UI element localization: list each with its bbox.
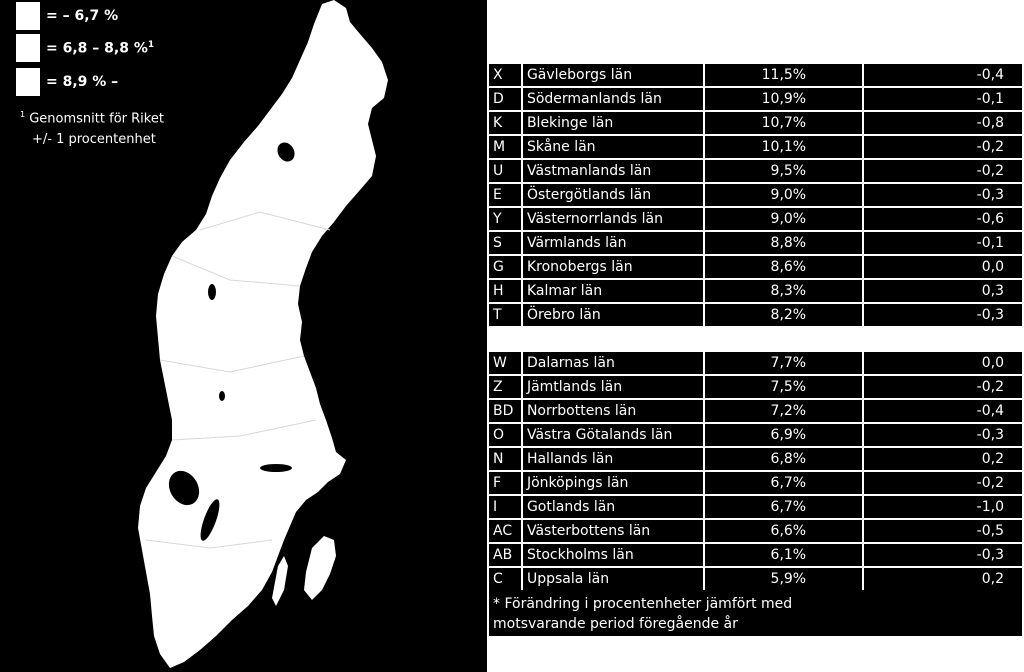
county-table <box>487 62 1024 592</box>
county-name: Norrbottens län <box>522 399 704 423</box>
lake-storsjon <box>208 284 216 300</box>
county-code: Y <box>488 207 522 231</box>
county-code: BD <box>488 399 522 423</box>
legend-footnote: $^1$ Genomsnitt för Riket +/- 1 procentenhet <box>20 110 164 148</box>
legend-label: = – 6,7 % <box>46 8 119 24</box>
change-value: 0,2 <box>863 567 1023 591</box>
table-row <box>488 183 1023 207</box>
sweden-map-shape <box>138 0 388 668</box>
change-value: 0,2 <box>863 447 1023 471</box>
county-code: H <box>488 279 522 303</box>
change-value: 0,0 <box>863 351 1023 375</box>
county-name: Skåne län <box>522 135 704 159</box>
table-row <box>488 111 1023 135</box>
table-note: * Förändring i procentenheter jämfört med motsvarande period föregående år <box>489 590 1022 636</box>
rate-value: 7,5% <box>704 375 863 399</box>
county-code: C <box>488 567 522 591</box>
county-code: M <box>488 135 522 159</box>
legend-swatch <box>16 2 40 30</box>
county-code: I <box>488 495 522 519</box>
rate-value: 6,9% <box>704 423 863 447</box>
legend-swatch <box>16 34 40 62</box>
county-name: Västra Götalands län <box>522 423 704 447</box>
table-row <box>488 567 1023 591</box>
county-name: Jämtlands län <box>522 375 704 399</box>
separator-cell <box>488 327 1023 351</box>
rate-value: 8,2% <box>704 303 863 327</box>
county-name: Västernorrlands län <box>522 207 704 231</box>
map-label-ab: AB <box>318 452 342 470</box>
change-value: -0,4 <box>863 63 1023 87</box>
table-row <box>488 63 1023 87</box>
change-value: -0,2 <box>863 471 1023 495</box>
table-row <box>488 303 1023 327</box>
county-code: F <box>488 471 522 495</box>
county-code: X <box>488 63 522 87</box>
change-value: -0,3 <box>863 543 1023 567</box>
county-code: T <box>488 303 522 327</box>
rate-value: 10,7% <box>704 111 863 135</box>
change-value: -1,0 <box>863 495 1023 519</box>
lake-siljan <box>219 391 225 401</box>
rate-value: 9,0% <box>704 207 863 231</box>
rate-value: 10,9% <box>704 87 863 111</box>
table-row <box>488 495 1023 519</box>
rate-value: 8,3% <box>704 279 863 303</box>
rate-value: 6,7% <box>704 495 863 519</box>
gotland-island <box>304 536 336 600</box>
county-code: S <box>488 231 522 255</box>
table-row <box>488 447 1023 471</box>
county-name: Värmlands län <box>522 231 704 255</box>
county-name: Jönköpings län <box>522 471 704 495</box>
change-value: -0,1 <box>863 231 1023 255</box>
county-name: Västerbottens län <box>522 519 704 543</box>
table-row <box>488 231 1023 255</box>
county-code: K <box>488 111 522 135</box>
rate-value: 9,5% <box>704 159 863 183</box>
table-row <box>488 471 1023 495</box>
rate-value: 6,7% <box>704 471 863 495</box>
legend-item <box>16 2 118 30</box>
change-value: -0,2 <box>863 159 1023 183</box>
legend-item <box>16 68 118 96</box>
change-value: -0,8 <box>863 111 1023 135</box>
change-value: -0,3 <box>863 183 1023 207</box>
change-value: -0,2 <box>863 135 1023 159</box>
change-value: -0,3 <box>863 303 1023 327</box>
legend-label: = 6,8 – 8,8 %$^1$ <box>46 39 155 57</box>
rate-value: 8,8% <box>704 231 863 255</box>
legend-label: = 8,9 % – <box>46 74 119 90</box>
rate-value: 7,7% <box>704 351 863 375</box>
county-name: Blekinge län <box>522 111 704 135</box>
county-code: W <box>488 351 522 375</box>
county-code: N <box>488 447 522 471</box>
change-value: -0,5 <box>863 519 1023 543</box>
county-code: G <box>488 255 522 279</box>
change-value: -0,6 <box>863 207 1023 231</box>
change-value: 0,3 <box>863 279 1023 303</box>
change-value: -0,3 <box>863 423 1023 447</box>
county-code: U <box>488 159 522 183</box>
county-name: Södermanlands län <box>522 87 704 111</box>
sweden-map <box>0 0 480 672</box>
table-row <box>488 135 1023 159</box>
rate-value: 6,8% <box>704 447 863 471</box>
rate-value: 6,6% <box>704 519 863 543</box>
county-name: Stockholms län <box>522 543 704 567</box>
change-value: -0,2 <box>863 375 1023 399</box>
rate-value: 7,2% <box>704 399 863 423</box>
rate-value: 9,0% <box>704 183 863 207</box>
table-row <box>488 519 1023 543</box>
county-code: D <box>488 87 522 111</box>
table-row <box>488 543 1023 567</box>
rate-value: 8,6% <box>704 255 863 279</box>
table-row <box>488 423 1023 447</box>
table-row <box>488 399 1023 423</box>
change-value: -0,4 <box>863 399 1023 423</box>
table-row <box>488 255 1023 279</box>
table-row <box>488 87 1023 111</box>
county-name: Dalarnas län <box>522 351 704 375</box>
county-code: Z <box>488 375 522 399</box>
county-name: Örebro län <box>522 303 704 327</box>
county-name: Hallands län <box>522 447 704 471</box>
rate-value: 6,1% <box>704 543 863 567</box>
legend-item <box>16 34 154 62</box>
change-value: -0,1 <box>863 87 1023 111</box>
table-group-separator <box>488 327 1023 351</box>
table-row <box>488 279 1023 303</box>
table-row <box>488 351 1023 375</box>
county-name: Uppsala län <box>522 567 704 591</box>
table-row <box>488 159 1023 183</box>
county-table-panel <box>487 0 1024 672</box>
lake-malaren <box>260 464 292 472</box>
county-code: AB <box>488 543 522 567</box>
county-name: Kronobergs län <box>522 255 704 279</box>
legend-swatch <box>16 68 40 96</box>
county-name: Västmanlands län <box>522 159 704 183</box>
county-code: E <box>488 183 522 207</box>
county-name: Gävleborgs län <box>522 63 704 87</box>
table-row <box>488 207 1023 231</box>
rate-value: 10,1% <box>704 135 863 159</box>
county-name: Gotlands län <box>522 495 704 519</box>
change-value: 0,0 <box>863 255 1023 279</box>
county-name: Östergötlands län <box>522 183 704 207</box>
table-row <box>488 375 1023 399</box>
rate-value: 5,9% <box>704 567 863 591</box>
rate-value: 11,5% <box>704 63 863 87</box>
county-name: Kalmar län <box>522 279 704 303</box>
county-code: AC <box>488 519 522 543</box>
county-code: O <box>488 423 522 447</box>
